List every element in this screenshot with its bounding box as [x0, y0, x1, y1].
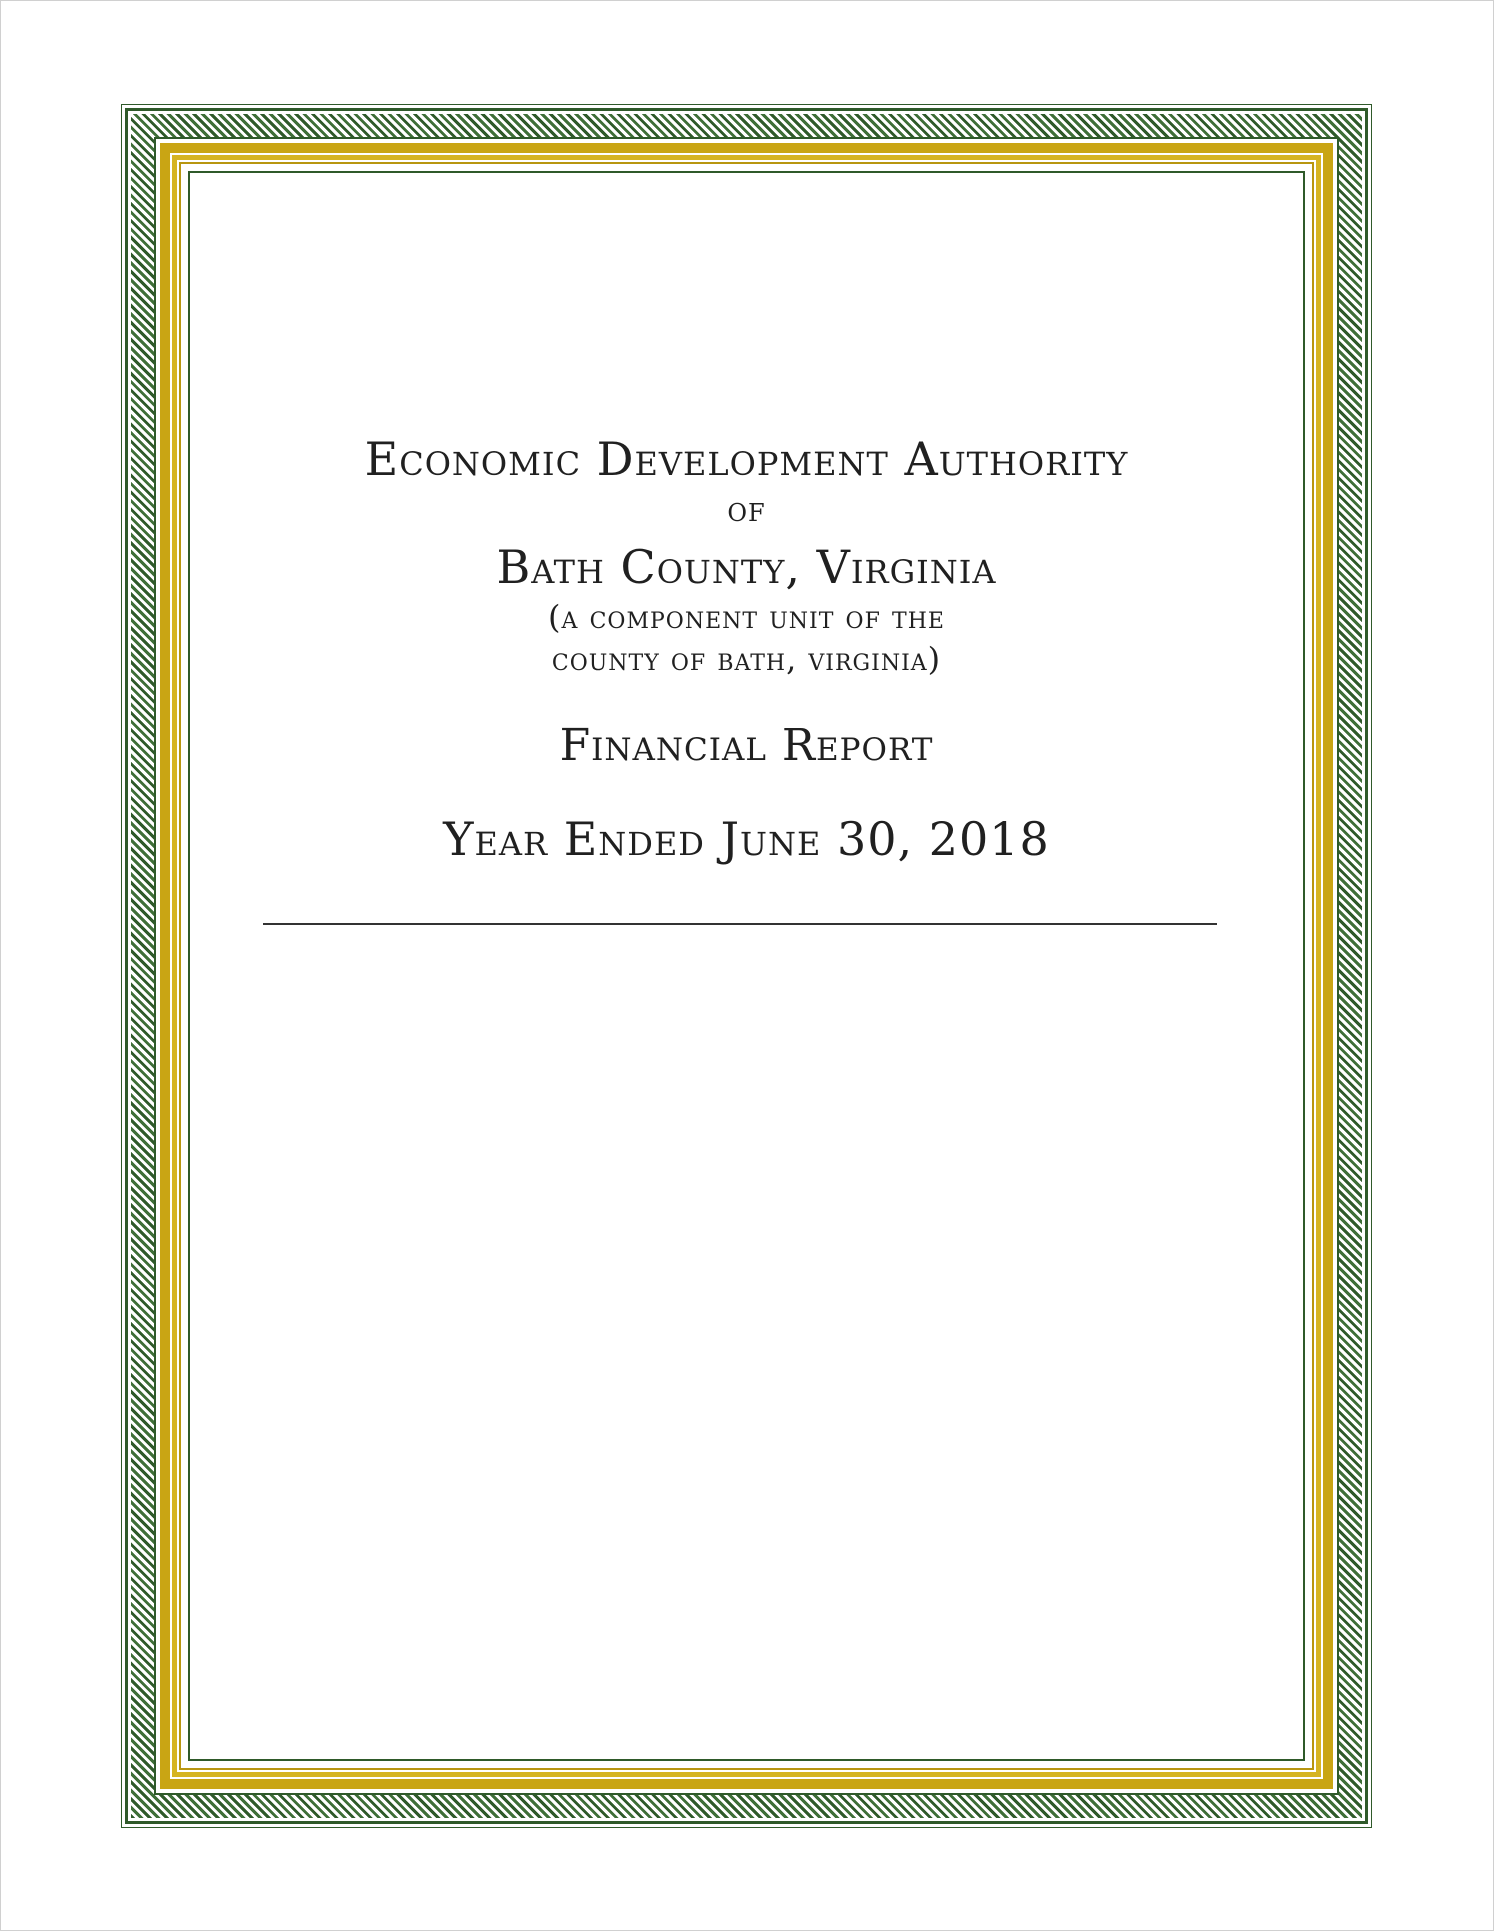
title-underline [263, 923, 1217, 925]
report-period: Year Ended June 30, 2018 [443, 812, 1050, 866]
organization-connector: of [727, 490, 766, 530]
decorative-frame-green-inner [188, 171, 1305, 1761]
component-unit-line-1: (a component unit of the [548, 598, 945, 636]
cover-title-block [188, 430, 1305, 868]
component-unit-line-2: county of bath, virginia) [551, 640, 942, 678]
organization-name: Economic Development Authority [364, 432, 1129, 486]
county-name: Bath County, Virginia [496, 540, 997, 594]
report-title: Financial Report [559, 720, 934, 771]
